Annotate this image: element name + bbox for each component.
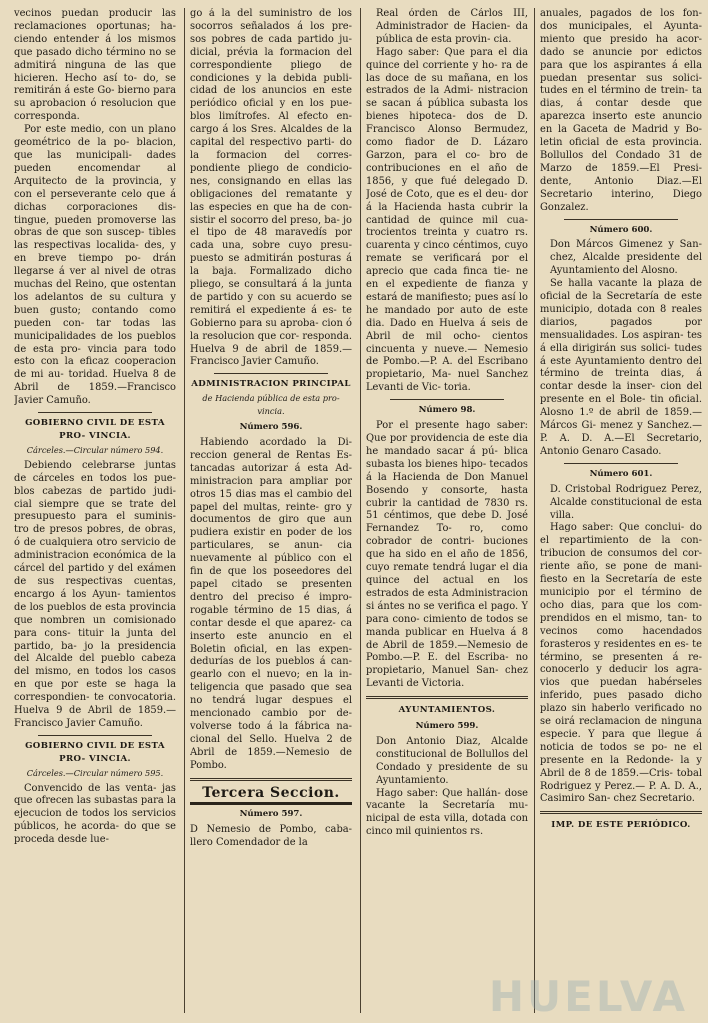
column-4 — [540, 8, 702, 1013]
divider-rule — [214, 373, 328, 374]
divider-rule — [564, 219, 678, 220]
section-title: Tercera Seccion. — [202, 784, 340, 801]
section-heading: GOBIERNO CIVIL DE ESTA PRO- VINCIA. — [25, 418, 165, 441]
divider-rule — [190, 778, 352, 781]
paragraph: D Nemesio de Pombo, caba- llero Comendador de la — [190, 824, 352, 849]
divider-rule — [38, 735, 152, 736]
paragraph: go á la del suministro de los socorros señalados á los pre- sos pobres de cada partido ju- dicial, prévia la formacion del correspondiente pliego de condiciones y la debida publi- cidad de los anuncios en este periódico oficial y en los pue- blos limítrofes. Al efecto en- cargo á los Sres. Alcaldes de la capital del respectivo parti- do la formacion del corres- pondiente pliego de condicio- nes, consignando en ellas las obligaciones del rematante y las especies en que ha de con- sistir el socorro del preso, ba- jo el tipo de 48 maravedís por cada una, sobre cuyo presu- puesto se admitirán posturas á la baja. Formalizado dicho pliego, se consultará á la junta de partido y con su acuerdo se remitirá el expediente á es- te Gobierno para su aproba- cion ó la resolucion que cor- responda. Huelva 9 de abril de 1859.—Francisco Javier Camuño. — [190, 8, 352, 368]
divider-rule — [540, 811, 702, 814]
section-subheading: de Hacienda pública de esta pro- vincia. — [202, 393, 340, 417]
section-bar — [190, 802, 352, 805]
column-1 — [14, 8, 176, 1013]
column-divider — [360, 8, 361, 1013]
paragraph: Hago saber: Que conclui- do el repartimiento de la con- tribucion de consumos del cor- riente año, se pone de mani- fiesto en la Secretaría de este municipio por el término de ocho dias, para que los com- prendidos en el mismo, tan- to vecinos como hacendados forasteros y residentes en es- te término, se presenten á re- conocerlo y deducir los agra- vios que puedan habérseles inferido, pues pasado dicho plazo sin haberlo verificado no se oirá reclamacion de ninguna especie. Y para que llegue á noticia de todos se po- ne el presente en la Redonde- la y Abril de 8 de 1859.—Cris- tobal Rodriguez y Perez.— P. A. D. A., Casimiro San- chez Secretario. — [540, 522, 702, 805]
column-2 — [190, 8, 352, 1013]
paragraph: Por el presente hago saber: Que por providencia de este dia he mandado sacar á pú- blica subasta los bienes hipo- tecados á la Hacienda de Don Manuel Bosendo y consorte, hasta cubrir la cantidad de 7830 rs. 51 céntimos, que debe D. José Fernandez To- ro, como cobrador de contri- buciones que ha sido en el año de 1856, cuyo remate tendrá lugar el dia quince del actual en los estrados de esta Administracion si ántes no se verifica el pago. Y para cono- cimiento de todos se manda publicar en Huelva á 8 de Abril de 1859.—Nemesio de Pombo.—P. E. del Escriba- no propietario, Manuel San- chez Levanti de Victoria. — [366, 420, 528, 690]
section-heading: IMP. DE ESTE PERIÓDICO. — [551, 820, 691, 831]
paragraph: Por este medio, con un plano geométrico de la po- blacion, que las municipali- dades pueden encomendar al Arquitecto de la provincia, y con el perseverante celo que á dichas corporaciones dis- tingue, pueden promoverse las obras de que son suscep- tibles las respectivas localida- des, y en breve tiempo po- drán llegarse á ver al nivel de otras muchas del Reino, que ostentan los adelantos de su cultura y buen gusto; contando como pueden con- tar todas las municipalidades de los pueblos de esta pro- vincia para todo esto con la eficaz cooperacion de mi au- toridad. Huelva 8 de Abril de 1859.—Francisco Javier Camuño. — [14, 124, 176, 407]
notice-number: Número 601. — [589, 468, 653, 479]
watermark-huelva: HUELVA — [488, 972, 688, 1021]
newspaper-page — [14, 8, 702, 1018]
section-heading: AYUNTAMIENTOS. — [398, 705, 496, 716]
notice-header: Don Antonio Diaz, Alcalde constitucional de Bollullos del Condado y presidente de su Ayuntamiento. — [376, 735, 528, 786]
notice-number: Número 599. — [415, 721, 479, 732]
divider-rule — [366, 696, 528, 699]
divider-rule — [390, 399, 504, 400]
section-heading: GOBIERNO CIVIL DE ESTA PRO- VINCIA. — [25, 740, 165, 764]
section-heading: ADMINISTRACION PRINCIPAL — [191, 379, 351, 390]
notice-number: Número 596. — [239, 422, 303, 433]
notice-header: D. Cristobal Rodriguez Perez, Alcalde constitucional de esta villa. — [550, 483, 702, 521]
notice-header: Real órden de Cárlos III, Administrador de Hacien- da pública de esta provin- cia. — [376, 8, 528, 45]
column-divider — [184, 8, 185, 1013]
divider-rule — [564, 463, 678, 464]
notice-number: Número 600. — [589, 224, 653, 235]
paragraph: Debiendo celebrarse juntas de cárceles en todos los pue- blos cabezas de partido judi- cial siempre que se trate del presupuesto para el suminis- tro de presos pobres, de obras, ó de cualquiera otro servicio de administracion económica de la cárcel del partido y del exámen de sus respectivas cuentas, encargo á los Ayun- tamientos de los pueblos de esta provincia que nombren un comisionado para cons- tituir la junta del partido, ba- jo la presidencia del Alcalde del pueblo cabeza del mismo, en todos los casos en que por este se haga la correspondien- te convocatoria. Huelva 9 de Abril de 1859.—Francisco Javier Camuño. — [14, 459, 176, 729]
paragraph: Convencido de las venta- jas que ofrecen las subastas para la ejecucion de todos los servicios públicos, he acorda- do que se proceda desde lue- — [14, 782, 176, 846]
notice-number: Número 597. — [239, 809, 303, 820]
paragraph: Habiendo acordado la Di- reccion general de Rentas Es- tancadas autorizar á esta Ad- ministracion para ampliar por otros 15 dias mas el cambio del papel del multas, reinte- gro y documentos de giro que aun pudiera existir en poder de los particulares, se anun- cia nuevamente al público con el fin de que los poseedores del papel citado se presenten dentro del preciso é impro- rogable término de 15 dias, á contar desde el que aparez- ca inserto este anuncio en el Boletin oficial, en las expen- dedurías de los pueblos á can- gearlo con el nuevo; en la in- teligencia que pasado que sea no tendrá lugar despues el mencionado cambio por de- volverse todo á la fábrica na- cional del Sello. Huelva 2 de Abril de 1859.—Nemesio de Pombo. — [190, 437, 352, 771]
paragraph: Hago saber: Que para el dia quince del corriente y ho- ra de las doce de su mañana, en los estrados de la Admi- nistracion se sacan á pública subasta los bienes hipoteca- dos de D. Francisco Alonso Bermudez, como fiador de D. Lázaro Garzon, para el co- bro de contribuciones en el año de 1856, y que fué delegado D. José de Coto, que es el deu- dor á la Hacienda hasta cubrir la cantidad de quince mil cua- trocientos treinta y cuatro rs. cuarenta y cinco céntimos, cuyo remate se verificará por el aprecio que cada finca tie- ne en el expediente de fianza y estará de manifiesto; pues así lo he mandado por auto de este dia. Dado en Huelva á seis de Abril de mil ocho- cientos cincuenta y nueve.— Nemesio de Pombo.—P. A. del Escribano propietario, Ma- nuel Sanchez Levanti de Vic- toria. — [366, 46, 528, 394]
column-3 — [366, 8, 528, 1013]
paragraph: anuales, pagados de los fon- dos municipales, el Ayunta- miento que presido ha acor- dado se anuncie por edictos para que los aspirantes á ella puedan presentar sus solici- tudes en el término de trein- ta dias, á contar desde que aparezca inserto este anuncio en la Gaceta de Madrid y Bo- letin oficial de esta provincia. Bollullos del Condado 31 de Marzo de 1859.—El Presi- dente, Antonio Diaz.—El Secretario interino, Diego Gonzalez. — [540, 8, 702, 213]
column-divider — [534, 8, 535, 1013]
paragraph: Se halla vacante la plaza de oficial de la Secretaría de este municipio, dotada con 8 reales diarios, pagados por mensualidades. Los aspiran- tes á ella dirigirán sus solici- tudes á este Ayuntamiento dentro del término de treinta dias, á contar desde la inser- cion del presente en el Bole- tin oficial. Alosno 1.º de abril de 1859.—Márcos Gi- menez y Sanchez.—P. A. D. A.—El Secretario, Antonio Genaro Casado. — [540, 278, 702, 457]
notice-number: Número 98. — [418, 405, 476, 416]
divider-rule — [38, 412, 152, 413]
paragraph: Hago saber: Que hallán- dose vacante la Secretaría mu- nicipal de esta villa, dotada con cinco mil quinientos rs. — [366, 787, 528, 838]
section-subheading: Cárceles.—Circular número 595. — [26, 767, 164, 778]
notice-header: Don Márcos Gimenez y San- chez, Alcalde presidente del Ayuntamiento del Alosno. — [550, 239, 702, 277]
section-subheading: Cárceles.—Circular número 594. — [26, 444, 164, 455]
paragraph: vecinos puedan producir las reclamaciones oportunas; ha- ciendo entender á los mismos que pasado dicho término no se admitirá ninguna de las que hicieren. Hecho así to- do, se remitirán á este Go- bierno para su aprobacion ó resolucion que corresponda. — [14, 8, 176, 123]
